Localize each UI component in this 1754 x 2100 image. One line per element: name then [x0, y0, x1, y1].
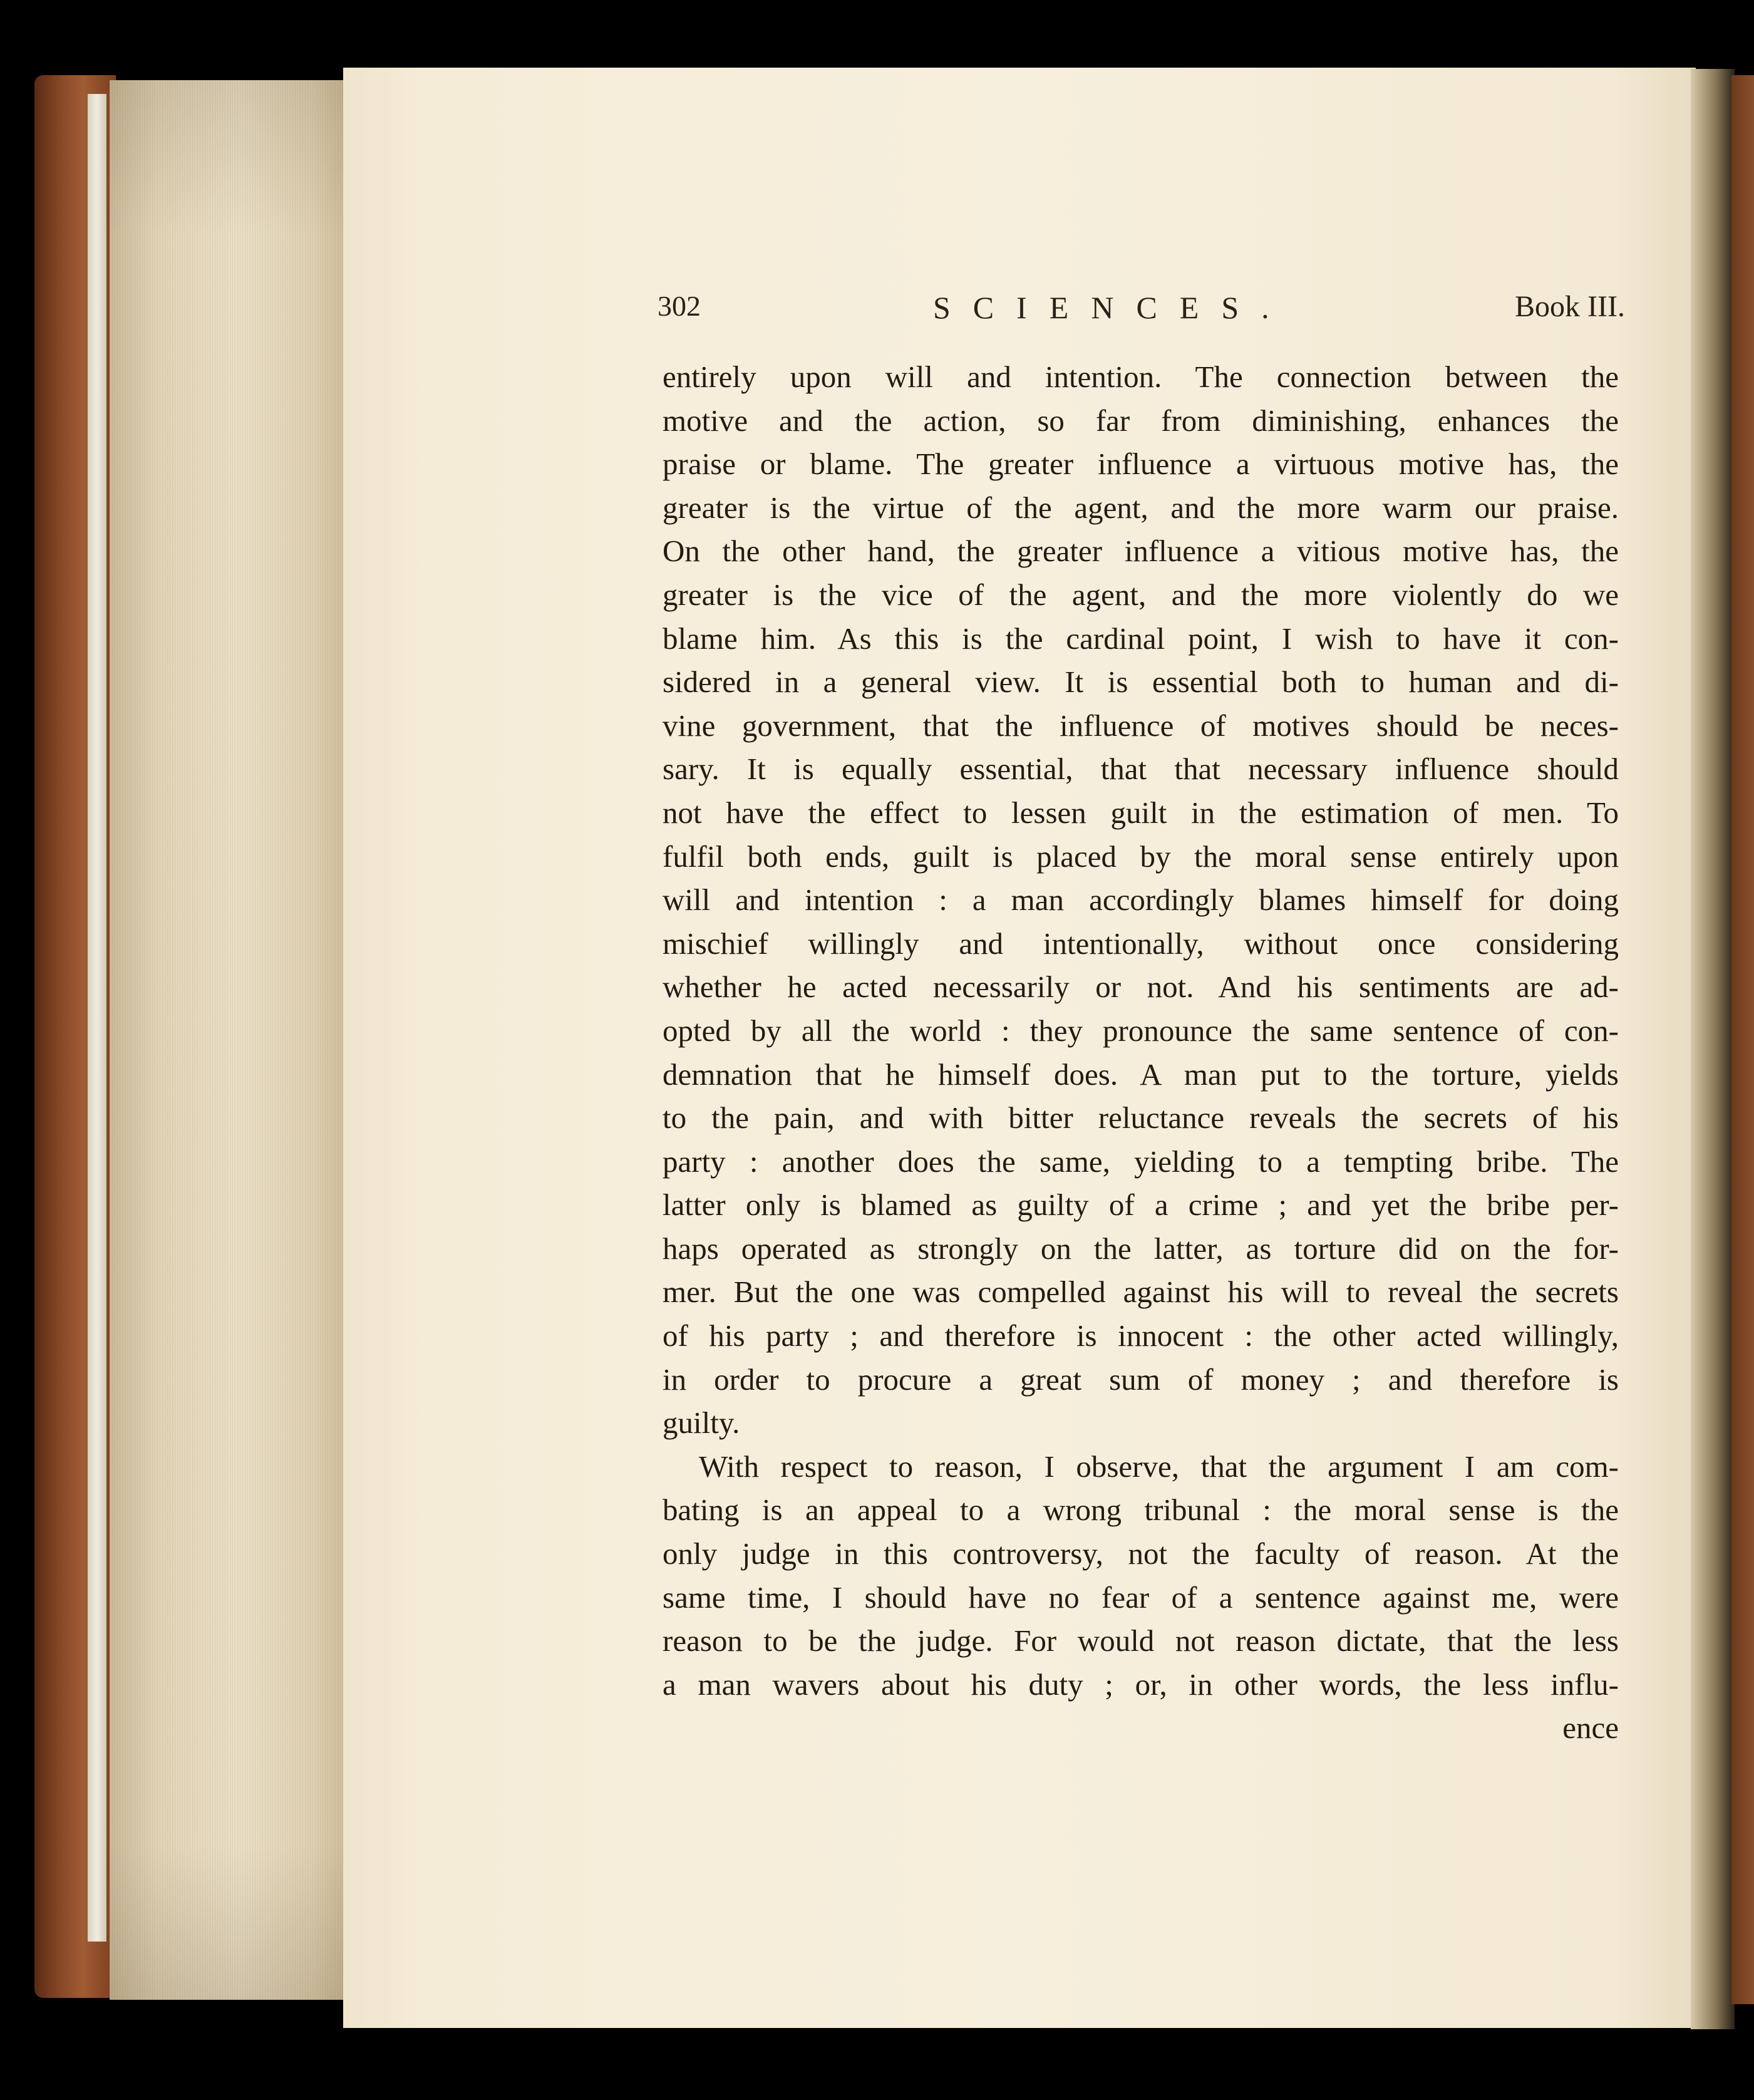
running-title: SCIENCES.: [933, 290, 1292, 325]
text-line: greater is the vice of the agent, and the more violently do we: [663, 577, 1619, 612]
text-line: vine government, that the influence of motives should be neces-: [663, 708, 1619, 743]
text-line: haps operated as strongly on the latter, as torture did on the for-: [663, 1231, 1619, 1266]
text-line: fulfil both ends, guilt is placed by the moral sense entirely upon: [663, 839, 1619, 874]
text-line: greater is the virtue of the agent, and the more warm our praise.: [663, 490, 1619, 525]
text-line: only judge in this controversy, not the faculty of reason. At the: [663, 1536, 1619, 1571]
text-line: blame him. As this is the cardinal point, I wish to have it con-: [663, 621, 1619, 656]
book-number: Book III.: [1515, 290, 1625, 323]
text-line: demnation that he himself does. A man put to the torture, yields: [663, 1057, 1619, 1092]
text-line: entirely upon will and intention. The connection between the: [663, 359, 1619, 394]
text-line: will and intention : a man accordingly blames himself for doing: [663, 882, 1619, 918]
text-line: a man wavers about his duty ; or, in other words, the less influ-: [663, 1667, 1619, 1702]
text-line: sary. It is equally essential, that that necessary influence should: [663, 752, 1619, 787]
running-head: [658, 289, 1625, 327]
body-text: [663, 355, 1619, 1750]
text-line: opted by all the world : they pronounce the same sentence of con-: [663, 1013, 1619, 1048]
text-line: bating is an appeal to a wrong tribunal : the moral sense is the: [663, 1492, 1619, 1528]
text-line: not have the effect to lessen guilt in the estimation of men. To: [663, 795, 1619, 830]
page-fore-edge-shade: [110, 80, 348, 2000]
text-line: With respect to reason, I observe, that the argument I am com-: [699, 1449, 1619, 1484]
text-line: latter only is blamed as guilty of a crime ; and yet the bribe per-: [663, 1187, 1619, 1223]
text-line: sidered in a general view. It is essential both to human and di-: [663, 665, 1619, 700]
text-line: motive and the action, so far from diminishing, enhances the: [663, 403, 1619, 438]
text-line: mischief willingly and intentionally, without once considering: [663, 926, 1619, 961]
text-line: same time, I should have no fear of a sentence against me, were: [663, 1580, 1619, 1615]
endpaper-strip: [88, 94, 106, 1942]
text-line: party : another does the same, yielding to a tempting bribe. The: [663, 1144, 1619, 1179]
text-line: guilty.: [663, 1405, 740, 1441]
right-cover-edge: [1731, 75, 1754, 2004]
text-line: of his party ; and therefore is innocent : the other acted willingly,: [663, 1318, 1619, 1353]
text-line: whether he acted necessarily or not. And his sentiments are ad-: [663, 970, 1619, 1005]
text-line: mer. But the one was compelled against his will to reveal the secrets: [663, 1275, 1619, 1310]
page-number: 302: [658, 290, 701, 322]
catchword: ence: [1562, 1710, 1619, 1746]
text-line: praise or blame. The greater influence a virtuous motive has, the: [663, 447, 1619, 482]
text-line: On the other hand, the greater influence a vitious motive has, the: [663, 534, 1619, 569]
paragraph: [663, 1445, 1619, 1707]
text-line: in order to procure a great sum of money ; and therefore is: [663, 1362, 1619, 1397]
paragraph: [663, 355, 1619, 1445]
binding-gutter: [1691, 69, 1735, 2029]
text-line: reason to be the judge. For would not reason dictate, that the less: [663, 1623, 1619, 1658]
text-line: to the pain, and with bitter reluctance reveals the secrets of his: [663, 1100, 1619, 1135]
